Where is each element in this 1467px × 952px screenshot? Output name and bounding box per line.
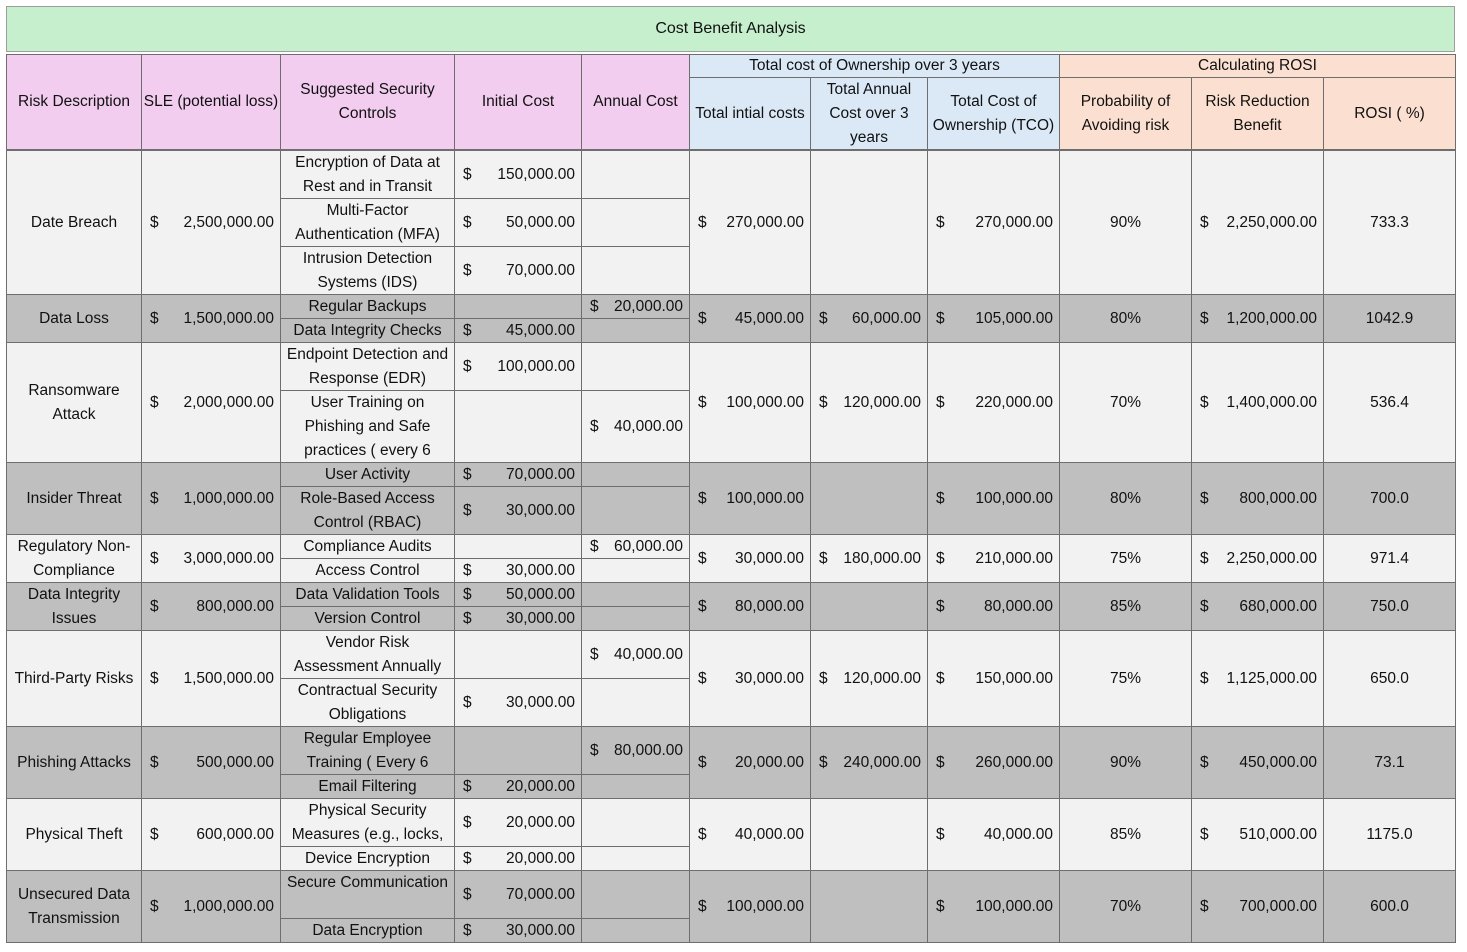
- currency-symbol: $: [463, 585, 472, 603]
- benefit-cell: [1191, 630, 1324, 727]
- currency-symbol: $: [698, 897, 707, 915]
- amount-value: 80,000.00: [735, 597, 804, 615]
- header-probability: Probability of Avoiding risk: [1059, 77, 1192, 150]
- security-control-cell: Secure Communication: [280, 870, 455, 919]
- annual-cost-cell: [581, 198, 690, 247]
- amount-value: 1,125,000.00: [1226, 669, 1317, 687]
- initial-cost-cell: [454, 798, 582, 847]
- amount-value: 30,000.00: [506, 693, 575, 711]
- initial-cost-cell: [454, 774, 582, 799]
- security-control-cell: Access Control: [280, 558, 455, 583]
- tco-cell: [927, 294, 1060, 343]
- benefit-cell: [1191, 534, 1324, 583]
- probability-cell: 90%: [1059, 726, 1192, 799]
- initial-cost-cell: [454, 318, 582, 343]
- amount-value: 20,000.00: [506, 813, 575, 831]
- currency-symbol: $: [819, 669, 828, 687]
- currency-symbol: $: [819, 753, 828, 771]
- currency-symbol: $: [1200, 213, 1209, 231]
- amount-value: 2,250,000.00: [1226, 213, 1317, 231]
- amount-value: 100,000.00: [726, 489, 804, 507]
- currency-symbol: $: [1200, 753, 1209, 771]
- security-control-cell: Version Control: [280, 606, 455, 631]
- annual-cost-cell: [581, 582, 690, 607]
- sle-cell: [141, 534, 281, 583]
- benefit-cell: [1191, 582, 1324, 631]
- amount-value: 40,000.00: [614, 645, 683, 663]
- amount-value: 70,000.00: [506, 885, 575, 903]
- total-initial-cell: [689, 726, 811, 799]
- currency-symbol: $: [150, 753, 159, 771]
- currency-symbol: $: [463, 213, 472, 231]
- sle-cell: [141, 150, 281, 295]
- total-annual-cell: [810, 870, 928, 943]
- header-benefit: Risk Reduction Benefit: [1191, 77, 1324, 150]
- tco-cell: [927, 534, 1060, 583]
- security-control-cell: Contractual Security Obligations: [280, 678, 455, 727]
- tco-cell: [927, 150, 1060, 295]
- amount-value: 40,000.00: [984, 825, 1053, 843]
- probability-cell: 80%: [1059, 294, 1192, 343]
- total-annual-cell: [810, 582, 928, 631]
- amount-value: 270,000.00: [726, 213, 804, 231]
- initial-cost-cell: [454, 486, 582, 535]
- sle-cell: [141, 798, 281, 871]
- annual-cost-cell: [581, 630, 690, 679]
- risk-description-cell: Insider Threat: [6, 462, 142, 535]
- annual-cost-cell: [581, 558, 690, 583]
- currency-symbol: $: [698, 213, 707, 231]
- amount-value: 40,000.00: [614, 417, 683, 435]
- amount-value: 210,000.00: [975, 549, 1053, 567]
- security-control-cell: User Activity: [280, 462, 455, 487]
- amount-value: 80,000.00: [984, 597, 1053, 615]
- currency-symbol: $: [936, 549, 945, 567]
- amount-value: 30,000.00: [506, 501, 575, 519]
- tco-cell: [927, 798, 1060, 871]
- initial-cost-cell: [454, 246, 582, 295]
- amount-value: 180,000.00: [843, 549, 921, 567]
- currency-symbol: $: [936, 825, 945, 843]
- header-sle: SLE (potential loss): [141, 54, 281, 150]
- amount-value: 20,000.00: [735, 753, 804, 771]
- amount-value: 100,000.00: [975, 897, 1053, 915]
- amount-value: 70,000.00: [506, 465, 575, 483]
- currency-symbol: $: [936, 309, 945, 327]
- table-title: Cost Benefit Analysis: [6, 6, 1455, 52]
- currency-symbol: $: [150, 393, 159, 411]
- amount-value: 680,000.00: [1239, 597, 1317, 615]
- header-tco: Total Cost of Ownership (TCO): [927, 77, 1060, 150]
- amount-value: 1,000,000.00: [183, 489, 274, 507]
- initial-cost-cell: [454, 678, 582, 727]
- risk-description-cell: Ransomware Attack: [6, 342, 142, 463]
- total-annual-cell: [810, 294, 928, 343]
- currency-symbol: $: [463, 465, 472, 483]
- amount-value: 60,000.00: [852, 309, 921, 327]
- amount-value: 800,000.00: [196, 597, 274, 615]
- initial-cost-cell: [454, 582, 582, 607]
- benefit-cell: [1191, 726, 1324, 799]
- annual-cost-cell: [581, 534, 690, 559]
- sle-cell: [141, 294, 281, 343]
- annual-cost-cell: [581, 462, 690, 487]
- security-control-cell: Data Validation Tools: [280, 582, 455, 607]
- amount-value: 70,000.00: [506, 261, 575, 279]
- sle-cell: [141, 342, 281, 463]
- amount-value: 1,500,000.00: [183, 309, 274, 327]
- rosi-cell: 536.4: [1323, 342, 1456, 463]
- total-initial-cell: [689, 342, 811, 463]
- amount-value: 20,000.00: [506, 777, 575, 795]
- annual-cost-cell: [581, 150, 690, 199]
- amount-value: 40,000.00: [735, 825, 804, 843]
- currency-symbol: $: [463, 501, 472, 519]
- amount-value: 100,000.00: [975, 489, 1053, 507]
- total-initial-cell: [689, 582, 811, 631]
- initial-cost-cell: [454, 150, 582, 199]
- currency-symbol: $: [936, 393, 945, 411]
- security-control-cell: Regular Backups: [280, 294, 455, 319]
- tco-cell: [927, 870, 1060, 943]
- annual-cost-cell: [581, 294, 690, 319]
- benefit-cell: [1191, 294, 1324, 343]
- benefit-cell: [1191, 150, 1324, 295]
- amount-value: 30,000.00: [506, 609, 575, 627]
- amount-value: 220,000.00: [975, 393, 1053, 411]
- rosi-cell: 700.0: [1323, 462, 1456, 535]
- currency-symbol: $: [698, 549, 707, 567]
- sle-cell: [141, 582, 281, 631]
- total-initial-cell: [689, 462, 811, 535]
- currency-symbol: $: [698, 597, 707, 615]
- currency-symbol: $: [150, 549, 159, 567]
- currency-symbol: $: [698, 393, 707, 411]
- amount-value: 50,000.00: [506, 213, 575, 231]
- currency-symbol: $: [698, 753, 707, 771]
- total-annual-cell: [810, 534, 928, 583]
- initial-cost-cell: [454, 726, 582, 775]
- amount-value: 30,000.00: [735, 669, 804, 687]
- currency-symbol: $: [463, 849, 472, 867]
- currency-symbol: $: [936, 597, 945, 615]
- sle-cell: [141, 630, 281, 727]
- currency-symbol: $: [463, 777, 472, 795]
- amount-value: 1,200,000.00: [1226, 309, 1317, 327]
- amount-value: 60,000.00: [614, 537, 683, 555]
- annual-cost-cell: [581, 846, 690, 871]
- amount-value: 100,000.00: [726, 393, 804, 411]
- security-control-cell: Device Encryption: [280, 846, 455, 871]
- currency-symbol: $: [698, 489, 707, 507]
- probability-cell: 75%: [1059, 630, 1192, 727]
- total-initial-cell: [689, 294, 811, 343]
- risk-description-cell: Phishing Attacks: [6, 726, 142, 799]
- probability-cell: 80%: [1059, 462, 1192, 535]
- amount-value: 80,000.00: [614, 741, 683, 759]
- annual-cost-cell: [581, 918, 690, 943]
- probability-cell: 85%: [1059, 798, 1192, 871]
- amount-value: 100,000.00: [497, 357, 575, 375]
- initial-cost-cell: [454, 918, 582, 943]
- currency-symbol: $: [463, 885, 472, 903]
- currency-symbol: $: [936, 669, 945, 687]
- header-rosi: ROSI ( %): [1323, 77, 1456, 150]
- header-tco-group: Total cost of Ownership over 3 years: [689, 54, 1060, 78]
- security-control-cell: Physical Security Measures (e.g., locks,: [280, 798, 455, 847]
- currency-symbol: $: [1200, 597, 1209, 615]
- benefit-cell: [1191, 870, 1324, 943]
- risk-description-cell: Third-Party Risks: [6, 630, 142, 727]
- tco-cell: [927, 582, 1060, 631]
- annual-cost-cell: [581, 606, 690, 631]
- security-control-cell: Vendor Risk Assessment Annually: [280, 630, 455, 679]
- initial-cost-cell: [454, 558, 582, 583]
- total-annual-cell: [810, 726, 928, 799]
- currency-symbol: $: [1200, 897, 1209, 915]
- header-controls: Suggested Security Controls: [280, 54, 455, 150]
- annual-cost-cell: [581, 390, 690, 463]
- amount-value: 120,000.00: [843, 393, 921, 411]
- currency-symbol: $: [1200, 393, 1209, 411]
- security-control-cell: Intrusion Detection Systems (IDS): [280, 246, 455, 295]
- currency-symbol: $: [463, 357, 472, 375]
- currency-symbol: $: [463, 921, 472, 939]
- currency-symbol: $: [936, 489, 945, 507]
- amount-value: 1,000,000.00: [183, 897, 274, 915]
- initial-cost-cell: [454, 342, 582, 391]
- annual-cost-cell: [581, 870, 690, 919]
- amount-value: 100,000.00: [726, 897, 804, 915]
- amount-value: 3,000,000.00: [183, 549, 274, 567]
- risk-description-cell: Regulatory Non-Compliance: [6, 534, 142, 583]
- total-annual-cell: [810, 462, 928, 535]
- amount-value: 800,000.00: [1239, 489, 1317, 507]
- currency-symbol: $: [463, 261, 472, 279]
- risk-description-cell: Data Integrity Issues: [6, 582, 142, 631]
- header-risk-description: Risk Description: [6, 54, 142, 150]
- security-control-cell: Multi-Factor Authentication (MFA): [280, 198, 455, 247]
- rosi-cell: 750.0: [1323, 582, 1456, 631]
- annual-cost-cell: [581, 318, 690, 343]
- amount-value: 1,400,000.00: [1226, 393, 1317, 411]
- initial-cost-cell: [454, 846, 582, 871]
- amount-value: 150,000.00: [497, 165, 575, 183]
- annual-cost-cell: [581, 246, 690, 295]
- currency-symbol: $: [463, 165, 472, 183]
- tco-cell: [927, 726, 1060, 799]
- security-control-cell: Role-Based Access Control (RBAC): [280, 486, 455, 535]
- currency-symbol: $: [150, 597, 159, 615]
- currency-symbol: $: [463, 693, 472, 711]
- amount-value: 120,000.00: [843, 669, 921, 687]
- currency-symbol: $: [150, 309, 159, 327]
- currency-symbol: $: [819, 393, 828, 411]
- tco-cell: [927, 630, 1060, 727]
- currency-symbol: $: [698, 309, 707, 327]
- currency-symbol: $: [150, 213, 159, 231]
- benefit-cell: [1191, 798, 1324, 871]
- currency-symbol: $: [463, 813, 472, 831]
- rosi-cell: 1175.0: [1323, 798, 1456, 871]
- probability-cell: 85%: [1059, 582, 1192, 631]
- initial-cost-cell: [454, 462, 582, 487]
- risk-description-cell: Physical Theft: [6, 798, 142, 871]
- rosi-cell: 650.0: [1323, 630, 1456, 727]
- security-control-cell: Data Encryption: [280, 918, 455, 943]
- amount-value: 2,500,000.00: [183, 213, 274, 231]
- rosi-cell: 733.3: [1323, 150, 1456, 295]
- risk-description-cell: Data Loss: [6, 294, 142, 343]
- initial-cost-cell: [454, 390, 582, 463]
- total-annual-cell: [810, 342, 928, 463]
- security-control-cell: Encryption of Data at Rest and in Transit: [280, 150, 455, 199]
- probability-cell: 75%: [1059, 534, 1192, 583]
- initial-cost-cell: [454, 294, 582, 319]
- amount-value: 260,000.00: [975, 753, 1053, 771]
- security-control-cell: User Training on Phishing and Safe practices ( every 6: [280, 390, 455, 463]
- amount-value: 450,000.00: [1239, 753, 1317, 771]
- risk-description-cell: Date Breach: [6, 150, 142, 295]
- total-initial-cell: [689, 798, 811, 871]
- currency-symbol: $: [698, 669, 707, 687]
- currency-symbol: $: [698, 825, 707, 843]
- currency-symbol: $: [1200, 825, 1209, 843]
- amount-value: 45,000.00: [735, 309, 804, 327]
- security-control-cell: Email Filtering: [280, 774, 455, 799]
- currency-symbol: $: [1200, 669, 1209, 687]
- total-initial-cell: [689, 534, 811, 583]
- currency-symbol: $: [463, 321, 472, 339]
- annual-cost-cell: [581, 726, 690, 775]
- currency-symbol: $: [590, 417, 599, 435]
- header-rosi-group: Calculating ROSI: [1059, 54, 1456, 78]
- security-control-cell: Regular Employee Training ( Every 6: [280, 726, 455, 775]
- annual-cost-cell: [581, 774, 690, 799]
- sle-cell: [141, 870, 281, 943]
- currency-symbol: $: [150, 489, 159, 507]
- currency-symbol: $: [1200, 549, 1209, 567]
- currency-symbol: $: [590, 297, 599, 315]
- sle-cell: [141, 462, 281, 535]
- currency-symbol: $: [819, 549, 828, 567]
- amount-value: 20,000.00: [614, 297, 683, 315]
- amount-value: 500,000.00: [196, 753, 274, 771]
- security-control-cell: Endpoint Detection and Response (EDR): [280, 342, 455, 391]
- initial-cost-cell: [454, 198, 582, 247]
- probability-cell: 70%: [1059, 870, 1192, 943]
- benefit-cell: [1191, 462, 1324, 535]
- currency-symbol: $: [590, 741, 599, 759]
- annual-cost-cell: [581, 678, 690, 727]
- probability-cell: 90%: [1059, 150, 1192, 295]
- amount-value: 1,500,000.00: [183, 669, 274, 687]
- amount-value: 2,000,000.00: [183, 393, 274, 411]
- sle-cell: [141, 726, 281, 799]
- rosi-cell: 600.0: [1323, 870, 1456, 943]
- currency-symbol: $: [1200, 309, 1209, 327]
- amount-value: 2,250,000.00: [1226, 549, 1317, 567]
- amount-value: 20,000.00: [506, 849, 575, 867]
- tco-cell: [927, 342, 1060, 463]
- initial-cost-cell: [454, 870, 582, 919]
- total-annual-cell: [810, 150, 928, 295]
- risk-description-cell: Unsecured Data Transmission: [6, 870, 142, 943]
- currency-symbol: $: [936, 753, 945, 771]
- security-control-cell: Data Integrity Checks: [280, 318, 455, 343]
- amount-value: 240,000.00: [843, 753, 921, 771]
- total-initial-cell: [689, 630, 811, 727]
- total-annual-cell: [810, 630, 928, 727]
- security-control-cell: Compliance Audits: [280, 534, 455, 559]
- annual-cost-cell: [581, 798, 690, 847]
- amount-value: 105,000.00: [975, 309, 1053, 327]
- currency-symbol: $: [150, 669, 159, 687]
- currency-symbol: $: [463, 609, 472, 627]
- currency-symbol: $: [819, 309, 828, 327]
- amount-value: 45,000.00: [506, 321, 575, 339]
- amount-value: 30,000.00: [506, 921, 575, 939]
- tco-cell: [927, 462, 1060, 535]
- probability-cell: 70%: [1059, 342, 1192, 463]
- amount-value: 150,000.00: [975, 669, 1053, 687]
- header-total-initial: Total intial costs: [689, 77, 811, 150]
- total-initial-cell: [689, 150, 811, 295]
- currency-symbol: $: [150, 897, 159, 915]
- header-initial-cost: Initial Cost: [454, 54, 582, 150]
- annual-cost-cell: [581, 486, 690, 535]
- rosi-cell: 971.4: [1323, 534, 1456, 583]
- amount-value: 30,000.00: [506, 561, 575, 579]
- initial-cost-cell: [454, 534, 582, 559]
- header-annual-cost: Annual Cost: [581, 54, 690, 150]
- currency-symbol: $: [150, 825, 159, 843]
- amount-value: 270,000.00: [975, 213, 1053, 231]
- currency-symbol: $: [463, 561, 472, 579]
- header-total-annual: Total Annual Cost over 3 years: [810, 77, 928, 150]
- amount-value: 50,000.00: [506, 585, 575, 603]
- amount-value: 600,000.00: [196, 825, 274, 843]
- amount-value: 30,000.00: [735, 549, 804, 567]
- currency-symbol: $: [1200, 489, 1209, 507]
- amount-value: 510,000.00: [1239, 825, 1317, 843]
- currency-symbol: $: [936, 213, 945, 231]
- total-annual-cell: [810, 798, 928, 871]
- rosi-cell: 73.1: [1323, 726, 1456, 799]
- benefit-cell: [1191, 342, 1324, 463]
- currency-symbol: $: [936, 897, 945, 915]
- initial-cost-cell: [454, 606, 582, 631]
- initial-cost-cell: [454, 630, 582, 679]
- currency-symbol: $: [590, 537, 599, 555]
- rosi-cell: 1042.9: [1323, 294, 1456, 343]
- annual-cost-cell: [581, 342, 690, 391]
- total-initial-cell: [689, 870, 811, 943]
- currency-symbol: $: [590, 645, 599, 663]
- amount-value: 700,000.00: [1239, 897, 1317, 915]
